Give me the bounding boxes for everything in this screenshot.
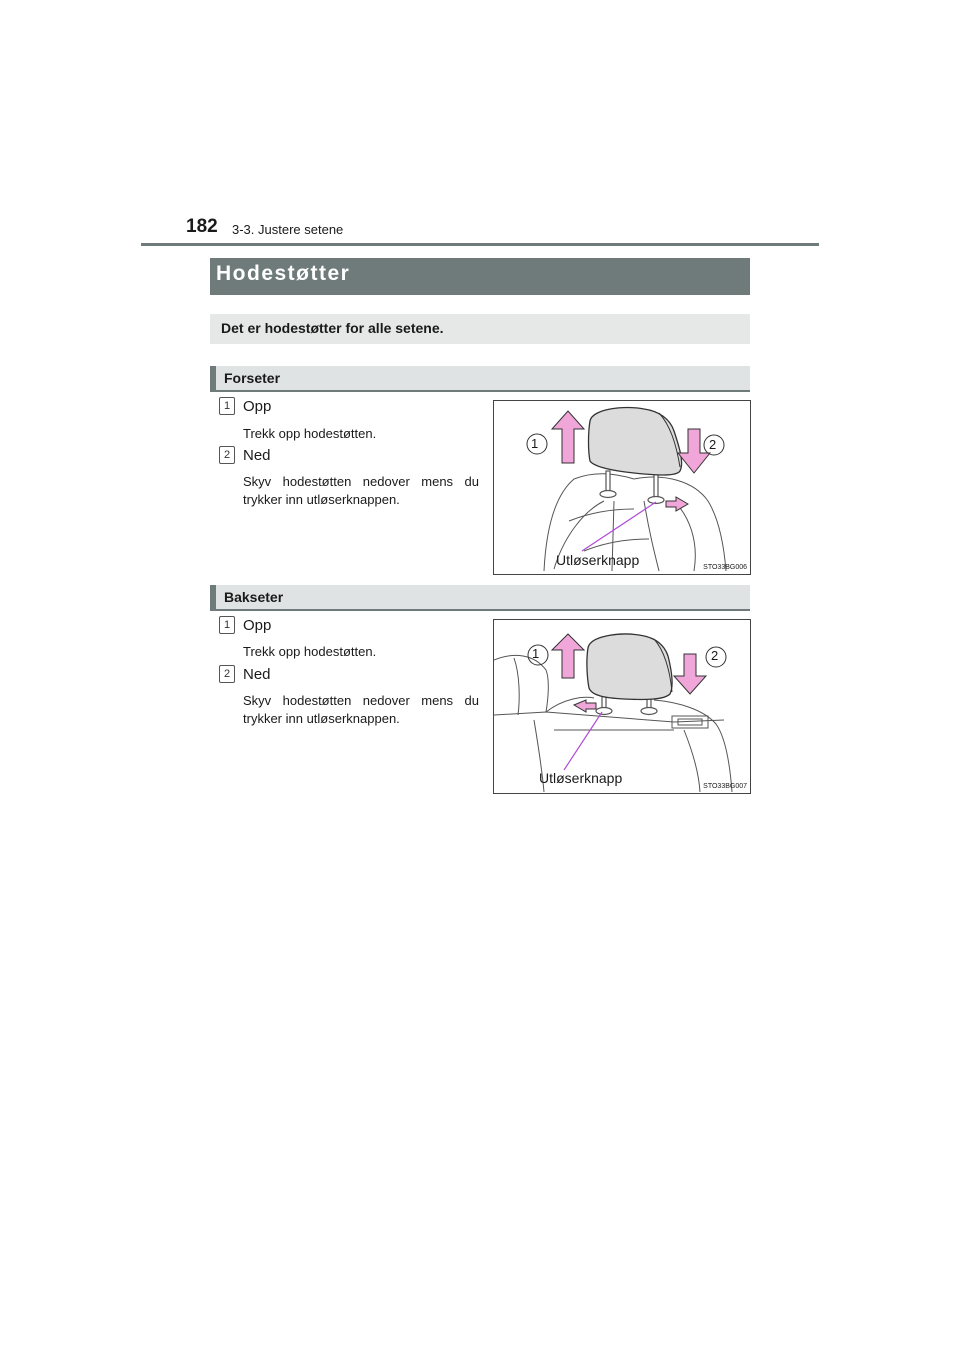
subheading-rear-seats	[210, 585, 750, 611]
step-label-down: Ned	[243, 666, 271, 683]
step-number-2: 2	[219, 665, 235, 683]
step-number-1: 1	[219, 616, 235, 634]
intro-text: Det er hodestøtter for alle setene.	[221, 320, 444, 336]
arrow-number-2: 2	[709, 437, 717, 452]
subheading-text: Forseter	[224, 370, 281, 386]
front-headrest-illustration	[494, 401, 750, 574]
step-label-up: Opp	[243, 617, 272, 634]
step-desc-up: Trekk opp hodestøtten.	[243, 426, 377, 441]
step-label-down: Ned	[243, 447, 271, 464]
subheading-bar	[210, 366, 216, 392]
subheading-text: Bakseter	[224, 589, 284, 605]
figure-code: STO33BG007	[703, 783, 747, 790]
step-desc-down: Skyv hodestøtten nedover mens du trykker inn utløserknappen.	[243, 693, 479, 726]
arrow-number-1: 1	[531, 436, 539, 451]
figure-front-headrest	[493, 400, 751, 575]
section-reference: 3-3. Justere setene	[232, 222, 344, 237]
page-title: Hodestøtter	[216, 262, 351, 285]
page-number: 182	[186, 216, 218, 237]
figure-rear-headrest	[493, 619, 751, 794]
header-rule	[141, 243, 819, 246]
step-number-1: 1	[219, 397, 235, 415]
arrow-number-2: 2	[711, 648, 719, 663]
step-number-2: 2	[219, 446, 235, 464]
step-label-up: Opp	[243, 398, 272, 415]
step-desc-down: Skyv hodestøtten nedover mens du trykker inn utløserknappen.	[243, 474, 479, 507]
arrow-number-1: 1	[532, 646, 540, 661]
subheading-bar	[210, 585, 216, 611]
release-button-callout: Utløserknapp	[556, 552, 640, 568]
release-button-callout: Utløserknapp	[539, 770, 623, 786]
step-desc-up: Trekk opp hodestøtten.	[243, 644, 377, 659]
figure-code: STO33BG006	[703, 564, 747, 571]
subheading-front-seats	[210, 366, 750, 392]
